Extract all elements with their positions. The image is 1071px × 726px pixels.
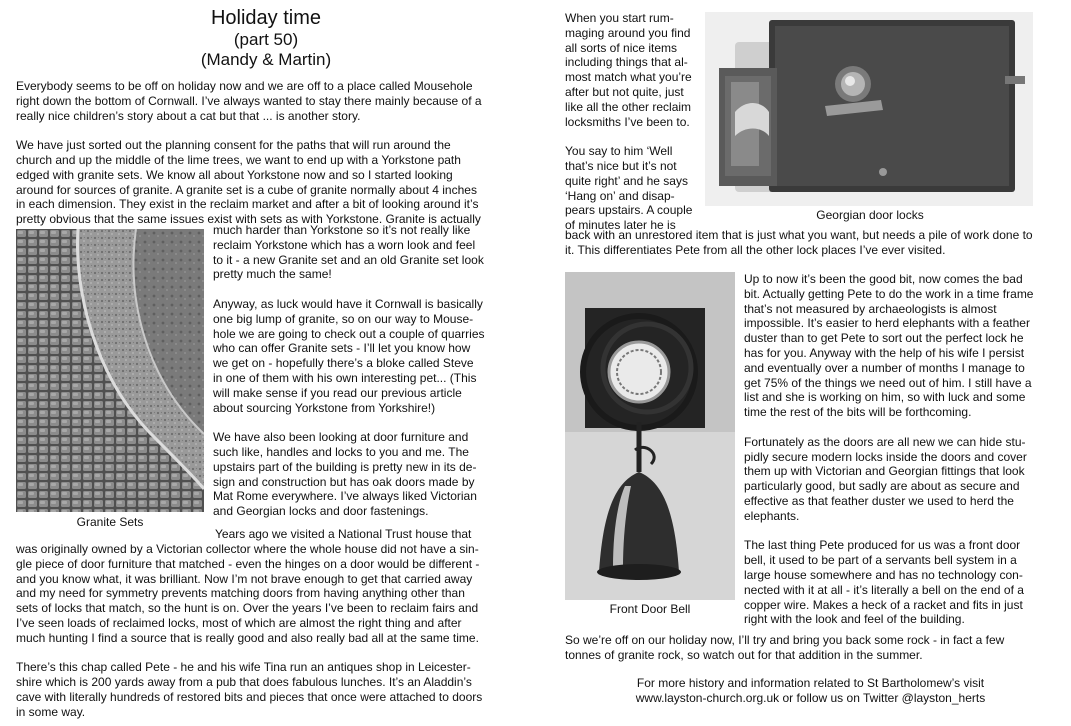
right-text-closing <box>565 633 1035 663</box>
caption-granite-sets: Granite Sets <box>76 515 144 529</box>
paragraph: We have also been looking at door furniture and such like, handles and locks to you and me. The upstairs part of the building is pretty new in its de-sign and construction but has oak doors made by Mat Rome everywhere. I’ve always liked Victorian and Georgian locks and door fastenings. <box>213 430 477 519</box>
paragraph: There’s this chap called Pete - he and his wife Tina run an antiques shop in Leicester-shire which is 200 yards away from a pub that does fabulous lunches. It’s an Aladdin’s cave with literally hundreds of restored bits and pieces that once were attached to doors in some way. <box>16 660 483 719</box>
paragraph: So we’re off on our holiday now, I’ll try and bring you back some rock - in fact a few tonnes of granite rock, so watch out for that addition in the summer. <box>565 633 1005 662</box>
left-page <box>0 0 532 726</box>
paragraph: When you start rum-maging around you find all sorts of nice items including things that al-most match what you’re after but not quite, just like all the other reclaim locksmiths I’ve been to. <box>565 11 692 129</box>
paragraph: Anyway, as luck would have it Cornwall is basically one big lump of granite, so on our way to Mouse-hole we are going to check out a couple of quarries who can offer Granite sets - I’ll let you know how we get on - hopefully there’s a bloke called Steve in one of them with his own interesting pet... (This will make sense if you read our previous article about sourcing Yorkstone from Yorkshire!) <box>213 296 485 415</box>
granite-sets-photo <box>16 229 204 512</box>
paragraph: We have just sorted out the planning consent for the paths that will run around the church and up the middle of the lime trees, we want to end up with a Yorkstone path edged with granite sets. We know all about Yorkstone now and so I started looking around for sources of granite. A granite set is a cube of granite normally about 4 inches in each dimension. They exist in the reclaim market and after a bit of looking around it’s pretty obvious that the same issues exist with sets as with Yorkstone. Granite is actually <box>16 138 481 227</box>
right-text-full <box>565 228 1035 258</box>
paragraph: Up to now it’s been the good bit, now comes the bad bit. Actually getting Pete to do the work in a time frame that’s not measured by archaeologists is almost impossible. It’s easier to herd elephants with a feather duster than to get Pete to sort out the perfect lock he has for you. Anyway with the help of his wife I persist and eventually over a number of months I manage to get 75% of the things we need out of him. I still have a list and she is working on him, so with luck and some time the rest of the bits will be forthcoming. <box>744 272 1034 420</box>
footer-line-2: www.layston-church.org.uk or follow us on Twitter @layston_herts <box>635 690 986 705</box>
title-line-3: (Mandy & Martin) <box>200 50 332 69</box>
article-title <box>0 6 532 70</box>
paragraph: You say to him ‘Well that’s nice but it’s not quite right’ and he says ‘Hang on’ and disap-pears upstairs. A couple of minutes later he is <box>565 144 693 233</box>
georgian-door-locks-photo <box>705 12 1033 206</box>
paragraph: much harder than Yorkstone so it’s not really like reclaim Yorkstone which has a worn look and feel to it - a new Granite set and an old Granite set look pretty much the same! <box>213 223 484 282</box>
right-text-wrap <box>744 272 1038 627</box>
right-text-top <box>565 11 698 233</box>
left-text-wrap <box>213 223 486 519</box>
granite-sets-image <box>16 229 204 512</box>
left-text-top <box>16 79 486 227</box>
title-line-2: (part 50) <box>233 30 299 49</box>
paragraph: was originally owned by a Victorian collector where the whole house did not have a sin-gle piece of door furniture that matched - even the hinges on a door would be different - and you know what, it was brilliant. Now I’m not brave enough to get that carried away and my need for symmetry prevents matching doors from having anything other than sets of locks that match, so the hunt is on. Over the years I’ve been to reclaim fairs and I’ve seen loads of reclaimed locks, most of which are almost the right thing and after much hunting I find a source that is really good and also really bad all at the same time. <box>16 542 480 645</box>
caption-front-door-bell: Front Door Bell <box>609 602 691 616</box>
bell-image <box>565 272 735 600</box>
left-text-bottom <box>16 542 486 720</box>
footer-line-1: For more history and information related to St Bartholomew’s visit <box>636 676 985 690</box>
paragraph: Everybody seems to be off on holiday now and we are off to a place called Mousehole right down the bottom of Cornwall. I’ve always wanted to stay there mainly because of a really nice children’s story about a cat but that ... is another story. <box>16 79 482 123</box>
right-page <box>550 0 1071 726</box>
left-text-indent-line <box>215 527 486 542</box>
front-door-bell-photo <box>565 272 735 600</box>
title-line-1: Holiday time <box>210 7 322 29</box>
paragraph: back with an unrestored item that is just what you want, but needs a pile of work done to it. This differentiates Pete from all the other lock places I’ve ever visited. <box>565 228 1033 257</box>
paragraph: Fortunately as the doors are all new we can hide stu-pidly secure modern locks inside the doors and cover them up with Victorian and Georgian fittings that look particularly good, but sadly are about as secure and effective as that feather duster we used to herd the elephants. <box>744 434 1027 523</box>
caption-georgian-door-locks: Georgian door locks <box>816 208 924 222</box>
door-lock-image <box>705 12 1033 206</box>
paragraph: The last thing Pete produced for us was a front door bell, it used to be part of a servants bell system in a large house somewhere and has no technology con-nected with it at all - it’s literally a bell on the end of a copper wire. Makes a heck of a racket and fits in just right with the look and feel of the building. <box>744 538 1024 627</box>
footer <box>550 676 1071 706</box>
paragraph-start: Years ago we visited a National Trust house that <box>215 527 472 541</box>
